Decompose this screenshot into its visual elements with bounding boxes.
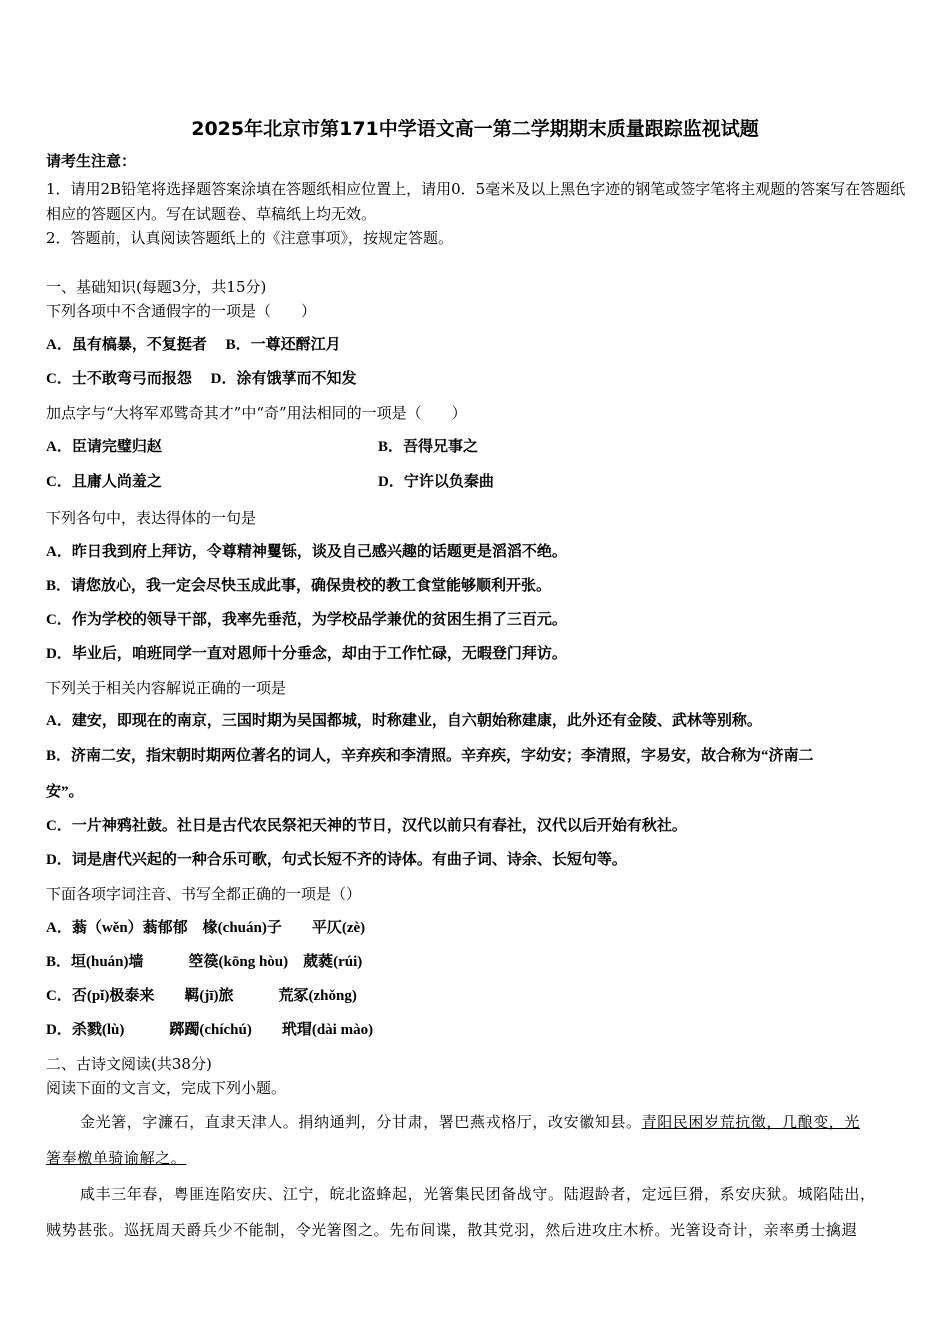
q3-option-c: C．作为学校的领导干部，我率先垂范，为学校品学兼优的贫困生捐了三百元。 — [46, 612, 567, 628]
page-title: 2025年北京市第171中学语文高一第二学期期末质量跟踪监视试题 — [191, 118, 759, 140]
q4-stem: 下列关于相关内容解说正确的一项是 — [46, 679, 287, 697]
passage-underlined-sentence: 青阳民困岁荒抗徵，几酿变，光 — [641, 1113, 861, 1131]
q5-option-a: A．蓊（wěn）蓊郁郁 椽(chuán)子 平仄(zè) — [46, 920, 366, 936]
q4-option-b-line2: 安”。 — [46, 784, 84, 800]
q1-option-c-text: C．士不敢弯弓而报怨 — [46, 371, 192, 387]
q5-option-b: B．垣(huán)墙 箜篌(kōng hòu) 葳蕤(rúi) — [46, 954, 363, 970]
q2-stem: 加点字与“大将军邓骘奇其才”中“奇”用法相同的一项是（ ） — [46, 404, 467, 422]
q4-option-b-line1: B．济南二安，指宋朝时期两位著名的词人，辛弃疾和李清照。辛弃疾，字幼安；李清照，字易安，故合称为“济南二 — [46, 748, 814, 764]
q1-option-c — [46, 369, 356, 389]
passage-text: 金光箸，字濂石，直隶天津人。捐纳通判，分甘肃，署巴燕戎格厅，改安徽知县。 — [80, 1113, 642, 1131]
q1-option-a — [46, 335, 341, 355]
q2-option-a: A．臣请完璧归赵 — [46, 439, 162, 455]
q1-stem: 下列各项中不含通假字的一项是（ ） — [46, 302, 317, 320]
notice-item-1: 1．请用2B铅笔将选择题答案涂填在答题纸相应位置上，请用0．5毫米及以上黑色字迹的钢笔或签字笔将主观题的答案写在答题纸相应的答题区内。写在试题卷、草稿纸上均无效。 — [46, 180, 906, 223]
notice-item-2: 2．答题前，认真阅读答题纸上的《注意事项》，按规定答题。 — [46, 229, 454, 247]
q3-stem: 下列各句中，表达得体的一句是 — [46, 509, 257, 527]
q1-option-b-text: B．一尊还酹江月 — [225, 337, 341, 353]
passage-paragraph-1-line-1 — [80, 1112, 860, 1132]
q4-option-d: D．词是唐代兴起的一种合乐可歌，句式长短不齐的诗体。有曲子词、诗余、长短句等。 — [46, 852, 627, 868]
q5-stem: 下面各项字词注音、书写全都正确的一项是（） — [46, 885, 362, 903]
passage-paragraph-2-line-2: 贼势甚张。巡抚周天爵兵少不能制，令光箸图之。先布间谍，散其党羽，然后进攻庄木桥。光箸设奇计，亲率勇士擒遐 — [46, 1221, 858, 1239]
section2-heading: 二、古诗文阅读(共38分) — [46, 1055, 212, 1073]
notice-heading: 请考生注意： — [46, 152, 137, 170]
q2-option-c: C．且庸人尚羞之 — [46, 474, 162, 490]
q5-option-c: C．否(pǐ)极泰来 羁(jī)旅 荒冢(zhǒng) — [46, 988, 357, 1004]
q1-option-d-text: D．涂有饿莩而不知发 — [210, 371, 357, 387]
section1-heading: 一、基础知识(每题3分，共15分) — [46, 278, 267, 296]
q3-option-a: A．昨日我到府上拜访，令尊精神矍铄，谈及自己感兴趣的话题更是滔滔不绝。 — [46, 544, 567, 560]
q2-option-b: B．吾得兄事之 — [378, 439, 479, 455]
q5-option-d: D．杀戮(lù) 踯躅(chíchú) 玳瑁(dài mào) — [46, 1022, 374, 1038]
passage-paragraph-2-line-1: 咸丰三年春，粤匪连陷安庆、江宁，皖北盗蜂起，光箸集民团备战守。陆遐龄者，定远巨猾，系安庆狱。城陷陆出， — [80, 1185, 876, 1203]
q4-option-c: C．一片神鸦社鼓。社日是古代农民祭祀天神的节日，汉代以前只有春社，汉代以后开始有秋社。 — [46, 818, 687, 834]
passage-paragraph-1-line-2: 箸奉檄单骑谕解之。 — [46, 1149, 187, 1167]
reading-intro: 阅读下面的文言文，完成下列小题。 — [46, 1079, 287, 1097]
q2-option-d: D．宁许以负秦曲 — [378, 474, 494, 490]
q1-option-a-text: A．虽有槁暴，不复挺者 — [46, 337, 207, 353]
q3-option-d: D．毕业后，咱班同学一直对恩师十分垂念，却由于工作忙碌，无暇登门拜访。 — [46, 646, 567, 662]
q3-option-b: B．请您放心，我一定会尽快玉成此事，确保贵校的教工食堂能够顺利开张。 — [46, 578, 552, 594]
q4-option-a: A．建安，即现在的南京，三国时期为吴国都城，时称建业，自六朝始称建康，此外还有金陵、武林等别称。 — [46, 713, 762, 729]
